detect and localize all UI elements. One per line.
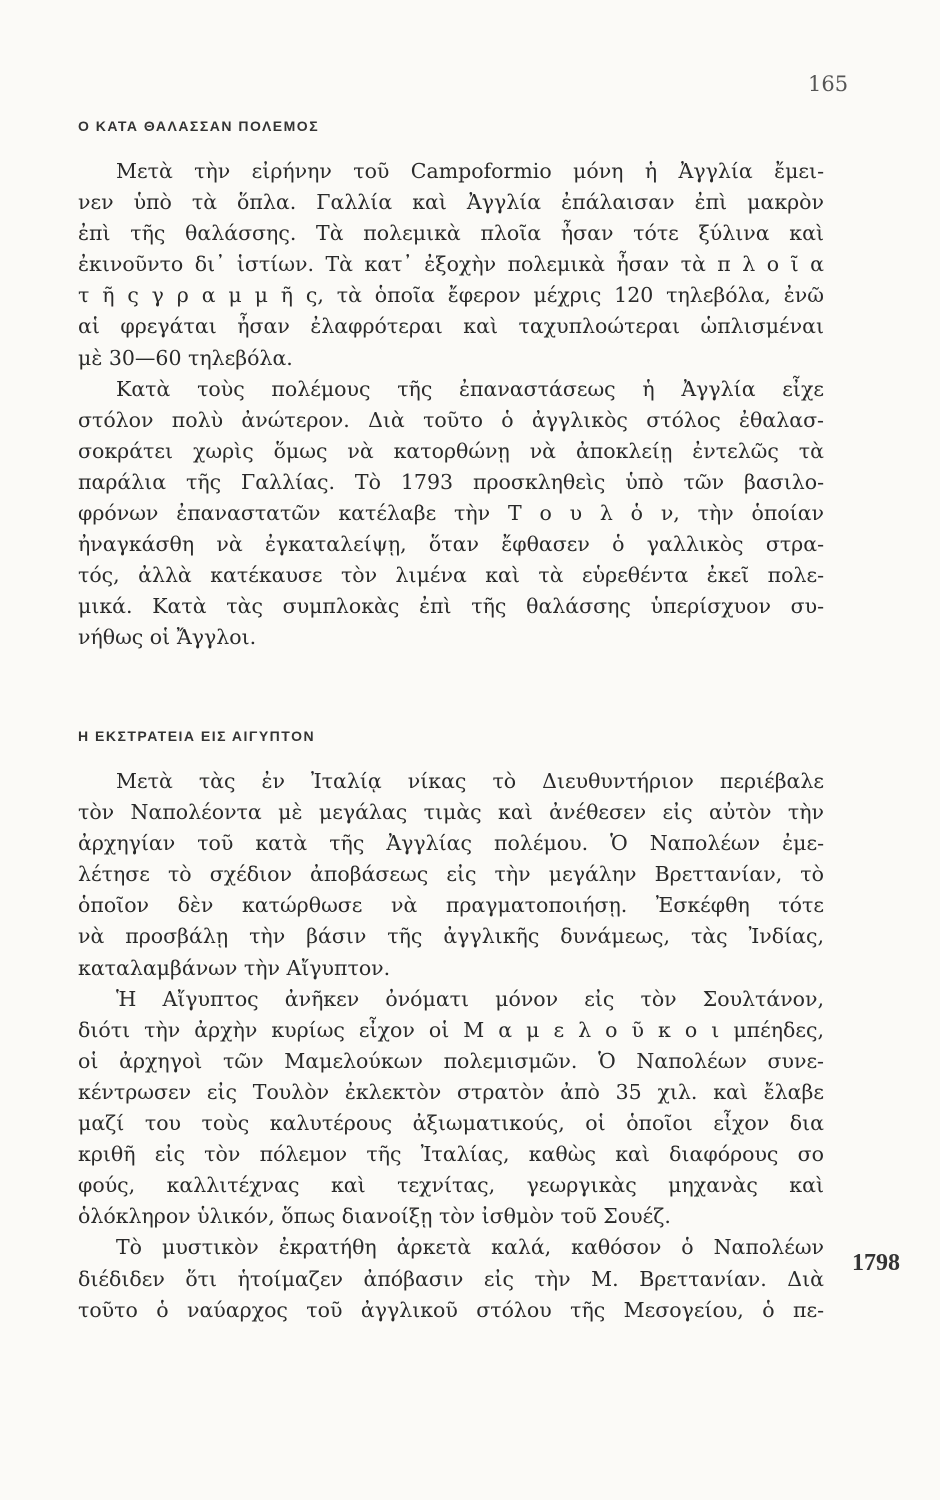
text-line: Κατὰ τοὺς πολέμους τῆς ἐπαναστάσεως ἡ Ἀγγλία εἶχε: [116, 376, 824, 401]
text-line: κριθῆ εἰς τὸν πόλεμον τῆς Ἰταλίας, καθὼς καὶ διαφόρους σο: [78, 1142, 824, 1167]
text-line: μαζί του τοὺς καλυτέρους ἀξιωματικούς, οἱ ὁποῖοι εἶχον δια: [78, 1111, 824, 1136]
text-line: παράλια τῆς Γαλλίας. Τὸ 1793 προσκληθεὶς ὑπὸ τῶν βασιλο-: [78, 469, 824, 494]
text-line: ὁλόκληρον ὑλικόν, ὅπως διανοίξῃ τὸν ἰσθμὸν τοῦ Σουέζ.: [78, 1204, 671, 1229]
text-line: ἐπὶ τῆς θαλάσσης. Τὰ πολεμικὰ πλοῖα ἦσαν τότε ξύλινα καὶ: [78, 221, 824, 246]
text-line: Μετὰ τὰς ἐν Ἰταλίᾳ νίκας τὸ Διευθυντήριον περιέβαλε: [116, 769, 824, 793]
text-line: τοῦτο ὁ ναύαρχος τοῦ ἀγγλικοῦ στόλου τῆς Μεσογείου, ὁ πε-: [78, 1297, 824, 1322]
text-line: φρόνων ἐπαναστατῶν κατέλαβε τὴν Τ ο υ λ ὁ ν, τὴν ὁποίαν: [78, 501, 824, 526]
margin-year: 1798: [852, 1250, 900, 1276]
text-line: τός, ἀλλὰ κατέκαυσε τὸν λιμένα καὶ τὰ εὑρεθέντα ἐκεῖ πολε-: [78, 563, 824, 588]
text-line: σοκράτει χωρὶς ὅμως νὰ κατορθώνῃ νὰ ἀποκλείῃ ἐντελῶς τὰ: [78, 438, 824, 463]
section-egypt-campaign: [78, 728, 824, 1326]
text-line: μικά. Κατὰ τὰς συμπλοκὰς ἐπὶ τῆς θαλάσσης ὑπερίσχυον συ-: [78, 594, 824, 619]
text-line: στόλον πολὺ ἀνώτερον. Διὰ τοῦτο ὁ ἀγγλικὸς στόλος ἐθαλασ-: [78, 407, 824, 432]
text-line: νήθως οἱ Ἄγγλοι.: [78, 625, 257, 650]
text-line: ὁποῖον δὲν κατώρθωσε νὰ πραγματοποιήσῃ. Ἐσκέφθη τότε: [78, 893, 824, 918]
text-line: ἐκινοῦντο δι᾿ ἱστίων. Τὰ κατ᾿ ἐξοχὴν πολεμικὰ ἦσαν τὰ π λ ο ῖ α: [78, 252, 824, 277]
text-line: κέντρωσεν εἰς Τουλὸν ἐκλεκτὸν στρατὸν ἀπὸ 35 χιλ. καὶ ἔλαβε: [78, 1079, 824, 1104]
text-line: διέδιδεν ὅτι ἡτοίμαζεν ἀπόβασιν εἰς τὴν Μ. Βρεττανίαν. Διὰ: [78, 1266, 824, 1291]
text-line: Τὸ μυστικὸν ἐκρατήθη ἀρκετὰ καλά, καθόσον ὁ Ναπολέων: [116, 1235, 824, 1260]
text-line: τ ῆ ς γ ρ α μ μ ῆ ς, τὰ ὁποῖα ἔφερον μέχρις 120 τηλεβόλα, ἐνῶ: [78, 283, 824, 308]
text-line: τὸν Ναπολέοντα μὲ μεγάλας τιμὰς καὶ ἀνέθεσεν εἰς αὐτὸν τὴν: [78, 800, 824, 825]
section-naval-war: [78, 118, 824, 654]
text-line: Ἡ Αἴγυπτος ἀνῆκεν ὀνόματι μόνον εἰς τὸν Σουλτάνον,: [116, 986, 824, 1011]
text-line: λέτησε τὸ σχέδιον ἀποβάσεως εἰς τὴν μεγάλην Βρεττανίαν, τὸ: [78, 862, 824, 887]
text-line: οἱ ἀρχηγοὶ τῶν Μαμελούκων πολεμισμῶν. Ὁ Ναπολέων συνε-: [78, 1048, 824, 1073]
text-line: μὲ 30—60 τηλεβόλα.: [78, 345, 293, 370]
page-number: 165: [808, 72, 849, 96]
text-line: Μετὰ τὴν εἰρήνην τοῦ Campoformio μόνη ἡ Ἀγγλία ἔμει-: [116, 159, 824, 183]
text-line: διότι τὴν ἀρχὴν κυρίως εἶχον οἱ Μ α μ ε λ ο ῦ κ ο ι μπέηδες,: [78, 1017, 824, 1042]
text-line: νὰ προσβάλῃ τὴν βάσιν τῆς ἀγγλικῆς δυνάμεως, τὰς Ἰνδίας,: [78, 924, 824, 949]
text-line: καταλαμβάνων τὴν Αἴγυπτον.: [78, 955, 391, 980]
text-line: αἱ φρεγάται ἦσαν ἐλαφρότεραι καὶ ταχυπλοώτεραι ὡπλισμέναι: [78, 314, 824, 339]
text-line: νεν ὑπὸ τὰ ὅπλα. Γαλλία καὶ Ἀγγλία ἐπάλαισαν ἐπὶ μακρὸν: [78, 190, 824, 215]
text-line: ἀρχηγίαν τοῦ κατὰ τῆς Ἀγγλίας πολέμου. Ὁ Ναπολέων ἐμε-: [78, 831, 824, 856]
text-line: φούς, καλλιτέχνας καὶ τεχνίτας, γεωργικὰς μηχανὰς καὶ: [78, 1173, 824, 1198]
section-heading: Ο ΚΑΤΑ ΘΑΛΑΣΣΑΝ ΠΟΛΕΜΟΣ: [78, 118, 320, 134]
section-heading: Η ΕΚΣΤΡΑΤΕΙΑ ΕΙΣ ΑΙΓΥΠΤΟΝ: [78, 728, 316, 744]
text-line: ἠναγκάσθη νὰ ἐγκαταλείψῃ, ὅταν ἔφθασεν ὁ γαλλικὸς στρα-: [78, 532, 824, 557]
